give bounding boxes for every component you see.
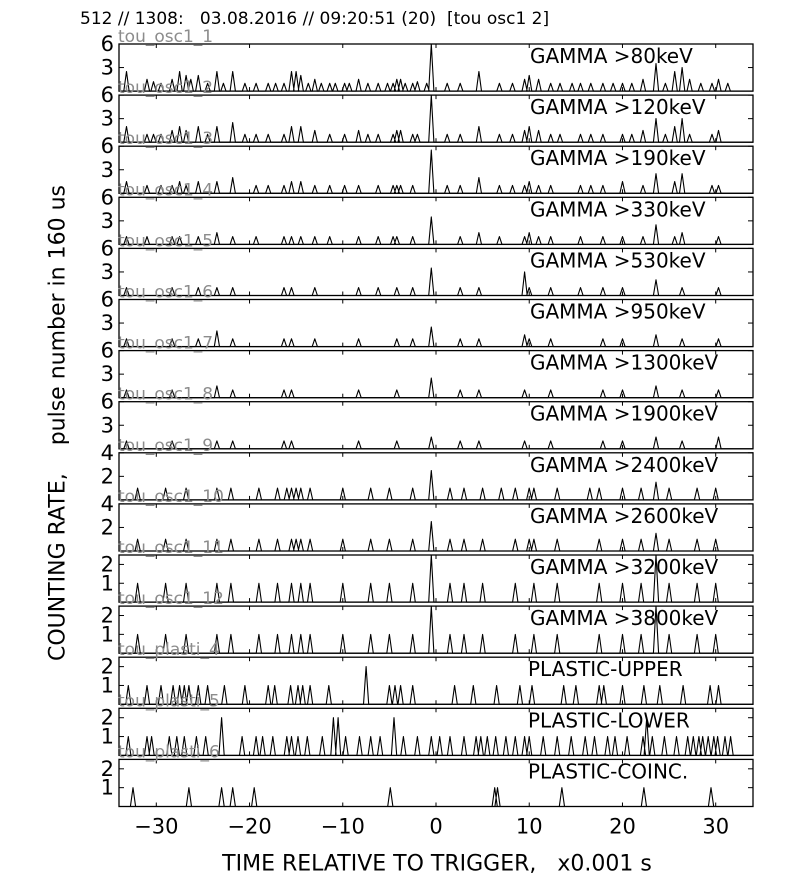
y-tick-label: 3 [100,55,114,80]
panel-id-label: tou_osc1_9 [118,435,214,456]
y-tick-label: 6 [100,32,114,56]
chart-title: 512 // 1308: 03.08.2016 // 09:20:51 (20) [tou osc1 2] [80,9,550,29]
y-tick-label: 6 [100,83,114,108]
panel-id-label: tou_osc1_4 [118,180,214,201]
panel-label: GAMMA >80keV [530,44,693,68]
panel-id-label: tou_plasti_6 [118,742,220,763]
x-tick-label: 0 [429,814,443,839]
y-axis-label: COUNTING RATE, pulse number in 160 us [45,184,71,662]
panel-label: PLASTIC-COINC. [528,759,689,784]
y-tick-label: 6 [100,236,114,261]
panel-id-label: tou_osc1_8 [118,384,214,405]
y-tick-label: 6 [100,287,114,312]
y-tick-label: 1 [100,673,114,698]
y-tick-label: 2 [100,705,114,730]
y-tick-label: 1 [100,622,114,647]
x-tick-label: −10 [320,814,365,839]
y-tick-label: 3 [100,259,114,284]
panel-id-label: tou_osc1_11 [118,538,224,558]
y-tick-label: 1 [100,571,114,596]
y-tick-label: 6 [100,134,114,159]
panel-label: GAMMA >330keV [530,197,706,222]
y-tick-label: 3 [100,362,114,387]
panel-id-label: tou_osc1_5 [118,231,214,252]
panel-label: GAMMA >3800keV [530,606,719,631]
y-tick-label: 2 [100,603,114,628]
panel-label: PLASTIC-LOWER [528,708,690,733]
x-axis-label: TIME RELATIVE TO TRIGGER, x0.001 s [222,851,652,877]
panel-id-label: tou_osc1_10 [118,486,224,507]
y-tick-label: 6 [100,338,114,363]
x-tick-label: 20 [609,814,636,839]
y-tick-label: 2 [100,464,114,489]
panel-id-label: tou_osc1_3 [118,129,214,150]
panel-label: GAMMA >190keV [530,146,706,171]
panel-label: PLASTIC-UPPER [528,657,683,682]
y-tick-label: 3 [100,413,114,438]
panel-label: GAMMA >2400keV [530,452,719,477]
panel-label: GAMMA >530keV [530,248,706,273]
panel-id-label: tou_osc1_2 [118,78,214,99]
y-tick-label: 2 [100,552,114,577]
y-tick-label: 1 [100,724,114,749]
panel-id-label: tou_osc1_12 [118,589,224,610]
panel-id-label: tou_plasti_5 [118,691,220,712]
x-tick-label: 10 [515,814,543,839]
y-tick-label: 3 [100,208,114,233]
y-tick-label: 3 [100,157,114,182]
panel-label: GAMMA >120keV [530,95,706,120]
x-tick-label: 30 [702,814,730,839]
x-tick-label: −20 [227,814,272,839]
panel-id-label: tou_osc1_1 [118,27,214,47]
y-tick-label: 4 [100,491,114,516]
y-tick-label: 3 [100,311,114,336]
y-tick-label: 1 [100,775,114,800]
panel-label: GAMMA >1300keV [530,350,719,375]
panel-label: GAMMA >1900keV [530,401,719,426]
y-tick-label: 6 [100,185,114,210]
panel-label: GAMMA >950keV [530,299,706,324]
panel-id-label: tou_plasti_4 [118,640,220,661]
y-tick-label: 6 [100,389,114,414]
panel-label: GAMMA >2600keV [530,503,719,528]
y-tick-label: 2 [100,756,114,781]
y-tick-label: 2 [100,515,114,540]
x-tick-label: −30 [134,814,179,839]
y-tick-label: 3 [100,106,114,131]
y-tick-label: 2 [100,654,114,679]
panel-id-label: tou_osc1_6 [118,282,214,303]
y-tick-label: 4 [100,440,114,465]
panel-id-label: tou_osc1_7 [118,333,214,354]
panel-label: GAMMA >3200keV [530,555,719,579]
